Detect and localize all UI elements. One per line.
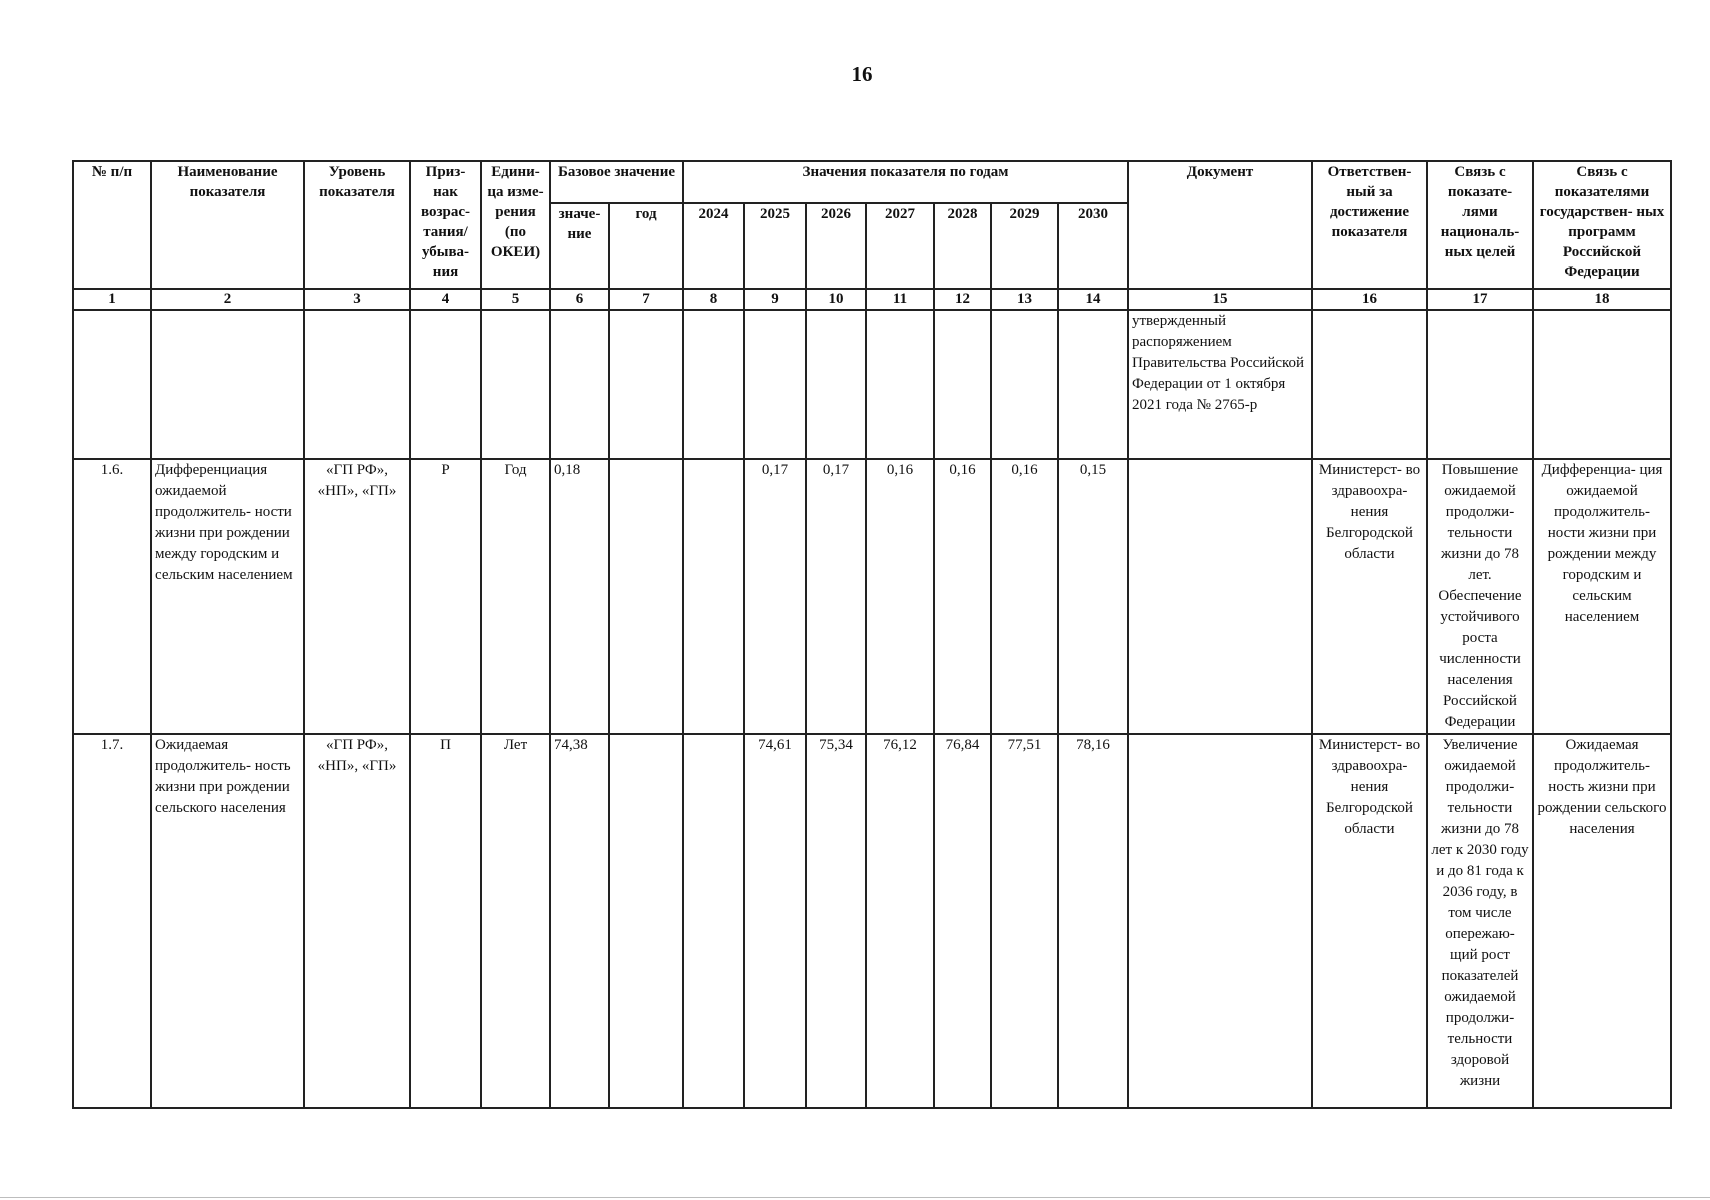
- value-2026: 0,17: [806, 459, 866, 734]
- base-year: [609, 459, 683, 734]
- value-2030: 0,15: [1058, 459, 1128, 734]
- page-number: 16: [851, 62, 873, 86]
- responsible-text: Министерст- во здравоохра- нения Белгородской области: [1312, 459, 1427, 734]
- value-2027: 0,16: [866, 459, 934, 734]
- document-text: утвержденный распоряжением Правительства Российской Федерации от 1 октября 2021 года № 2765-р: [1128, 310, 1312, 459]
- column-number: 7: [609, 289, 683, 310]
- value-2026: [806, 310, 866, 459]
- row-number: 1.7.: [73, 734, 151, 1108]
- indicator-sign: Р: [410, 459, 481, 734]
- value-2024: [683, 310, 744, 459]
- document-text: [1128, 459, 1312, 734]
- header-year: 2029: [991, 203, 1058, 289]
- header-number: № п/п: [73, 161, 151, 289]
- value-2025: 0,17: [744, 459, 806, 734]
- value-2025: [744, 310, 806, 459]
- value-2029: 77,51: [991, 734, 1058, 1108]
- indicators-table: [72, 160, 1672, 1109]
- column-number: 17: [1427, 289, 1533, 310]
- value-2025: 74,61: [744, 734, 806, 1108]
- indicator-unit: Лет: [481, 734, 550, 1108]
- column-number: 2: [151, 289, 304, 310]
- value-2026: 75,34: [806, 734, 866, 1108]
- base-year: [609, 734, 683, 1108]
- value-2028: 76,84: [934, 734, 991, 1108]
- table-row: [73, 734, 1671, 1108]
- indicator-sign: [410, 310, 481, 459]
- value-2030: 78,16: [1058, 734, 1128, 1108]
- value-2028: [934, 310, 991, 459]
- header-base-year: год: [609, 203, 683, 289]
- base-value: 74,38: [550, 734, 609, 1108]
- row-number: 1.6.: [73, 459, 151, 734]
- state-programs-text: Ожидаемая продолжитель- ность жизни при рождении сельского населения: [1533, 734, 1671, 1108]
- column-number: 4: [410, 289, 481, 310]
- base-value: 0,18: [550, 459, 609, 734]
- column-number: 1: [73, 289, 151, 310]
- value-2029: 0,16: [991, 459, 1058, 734]
- column-number: 16: [1312, 289, 1427, 310]
- table-header: [73, 161, 1671, 289]
- indicator-level: «ГП РФ», «НП», «ГП»: [304, 459, 410, 734]
- column-number: 10: [806, 289, 866, 310]
- base-year: [609, 310, 683, 459]
- indicator-name: Ожидаемая продолжитель- ность жизни при рождении сельского населения: [151, 734, 304, 1108]
- value-2027: [866, 310, 934, 459]
- header-document: Документ: [1128, 161, 1312, 289]
- document-text: [1128, 734, 1312, 1108]
- column-number: 15: [1128, 289, 1312, 310]
- header-year: 2026: [806, 203, 866, 289]
- indicator-name: [151, 310, 304, 459]
- header-level: Уровень показателя: [304, 161, 410, 289]
- national-goals-text: [1427, 310, 1533, 459]
- indicator-name: Дифференциация ожидаемой продолжитель- ности жизни при рождении между городским и сельским населением: [151, 459, 304, 734]
- table-row: [73, 459, 1671, 734]
- header-sign: Приз- нак возрас- тания/ убыва- ния: [410, 161, 481, 289]
- header-base-value: значе- ние: [550, 203, 609, 289]
- state-programs-text: Дифференциа- ция ожидаемой продолжитель- ности жизни при рождении между городским и сельским населением: [1533, 459, 1671, 734]
- value-2024: [683, 459, 744, 734]
- header-state-programs: Связь с показателями государствен- ных программ Российской Федерации: [1533, 161, 1671, 289]
- indicator-unit: [481, 310, 550, 459]
- indicator-unit: Год: [481, 459, 550, 734]
- header-name: Наименование показателя: [151, 161, 304, 289]
- header-years-group: Значения показателя по годам: [683, 161, 1128, 203]
- column-number: 18: [1533, 289, 1671, 310]
- value-2029: [991, 310, 1058, 459]
- header-unit: Едини- ца изме- рения (по ОКЕИ): [481, 161, 550, 289]
- column-number: 8: [683, 289, 744, 310]
- value-2030: [1058, 310, 1128, 459]
- indicator-level: [304, 310, 410, 459]
- national-goals-text: Повышение ожидаемой продолжи- тельности жизни до 78 лет. Обеспечение устойчивого роста численности населения Российской Федерации: [1427, 459, 1533, 734]
- header-year: 2025: [744, 203, 806, 289]
- value-2024: [683, 734, 744, 1108]
- table-row: [73, 310, 1671, 459]
- column-number: 5: [481, 289, 550, 310]
- header-base-group: Базовое значение: [550, 161, 683, 203]
- value-2028: 0,16: [934, 459, 991, 734]
- header-year: 2027: [866, 203, 934, 289]
- header-national-goals: Связь с показате- лями националь- ных целей: [1427, 161, 1533, 289]
- row-number: [73, 310, 151, 459]
- header-year: 2024: [683, 203, 744, 289]
- header-year: 2030: [1058, 203, 1128, 289]
- column-number: 14: [1058, 289, 1128, 310]
- national-goals-text: Увеличение ожидаемой продолжи- тельности жизни до 78 лет к 2030 году и до 81 года к 2036 году, в том числе опережаю- щий рост показателей ожидаемой продолжи- тельности здоровой жизни: [1427, 734, 1533, 1108]
- column-number: 3: [304, 289, 410, 310]
- header-responsible: Ответствен- ный за достижение показателя: [1312, 161, 1427, 289]
- responsible-text: [1312, 310, 1427, 459]
- column-number: 11: [866, 289, 934, 310]
- state-programs-text: [1533, 310, 1671, 459]
- header-year: 2028: [934, 203, 991, 289]
- column-number: 9: [744, 289, 806, 310]
- indicator-sign: П: [410, 734, 481, 1108]
- indicator-level: «ГП РФ», «НП», «ГП»: [304, 734, 410, 1108]
- column-number: 13: [991, 289, 1058, 310]
- column-number: 12: [934, 289, 991, 310]
- column-numbers-row: [73, 289, 1671, 310]
- responsible-text: Министерст- во здравоохра- нения Белгородской области: [1312, 734, 1427, 1108]
- value-2027: 76,12: [866, 734, 934, 1108]
- scan-edge-line: [0, 1197, 1710, 1198]
- base-value: [550, 310, 609, 459]
- column-number: 6: [550, 289, 609, 310]
